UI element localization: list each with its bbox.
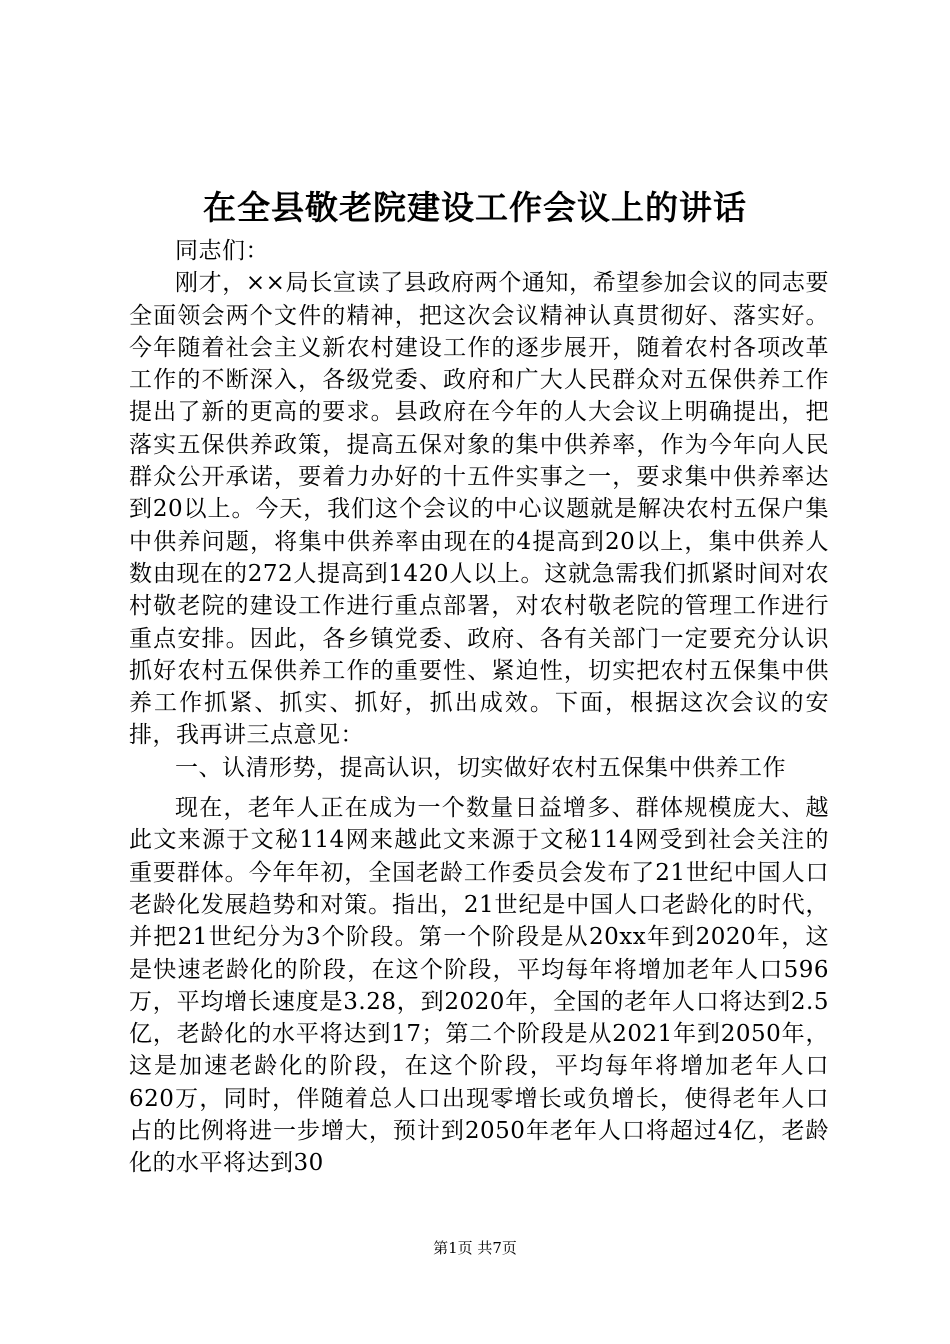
salutation-paragraph: 同志们： xyxy=(175,238,269,264)
document-body xyxy=(129,235,829,1180)
page-number-footer: 第1页 共7页 xyxy=(433,1239,517,1257)
document-title: 在全县敬老院建设工作会议上的讲话 xyxy=(203,188,747,227)
intro-paragraph: 刚才，××局长宣读了县政府两个通知，希望参加会议的同志要全面领会两个文件的精神，把这次会议精神认真贯彻好、落实好。今年随着社会主义新农村建设工作的逐步展开，随着农村各项改革工作的不断深入，各级党委、政府和广大人民群众对五保供养工作提出了新的更高的要求。县政府在今年的人大会议上明确提出，把落实五保供养政策，提高五保对象的集中供养率，作为今年向人民群众公开承诺，要着力办好的十五件实事之一，要求集中供养率达到20以上。今天，我们这个会议的中心议题就是解决农村五保户集中供养问题，将集中供养率由现在的4提高到20以上，集中供养人数由现在的272人提高到1420人以上。这就急需我们抓紧时间对农村敬老院的建设工作进行重点部署，对农村敬老院的管理工作进行重点安排。因此，各乡镇党委、政府、各有关部门一定要充分认识抓好农村五保供养工作的重要性、紧迫性，切实把农村五保集中供养工作抓紧、抓实、抓好，抓出成效。下面，根据这次会议的安排，我再讲三点意见： xyxy=(129,270,829,749)
section-body-paragraph: 现在，老年人正在成为一个数量日益增多、群体规模庞大、越此文来源于文秘114网来越此文来源于文秘114网受到社会关注的重要群体。今年年初，全国老龄工作委员会发布了21世纪中国人口老龄化发展趋势和对策。指出，21世纪是中国人口老龄化的时代，并把21世纪分为3个阶段。第一个阶段是从20xx年到2020年，这是快速老龄化的阶段，在这个阶段，平均每年将增加老年人口596万，平均增长速度是3.28，到2020年，全国的老年人口将达到2.5亿，老龄化的水平将达到17；第二个阶段是从2021年到2050年，这是加速老龄化的阶段，在这个阶段，平均每年将增加老年人口620万，同时，伴随着总人口出现零增长或负增长，使得老年人口占的比例将进一步增大，预计到2050年老年人口将超过4亿，老龄化的水平将达到30 xyxy=(129,795,829,1177)
section-heading-paragraph: 一、认清形势，提高认识，切实做好农村五保集中供养工作 xyxy=(175,754,786,781)
